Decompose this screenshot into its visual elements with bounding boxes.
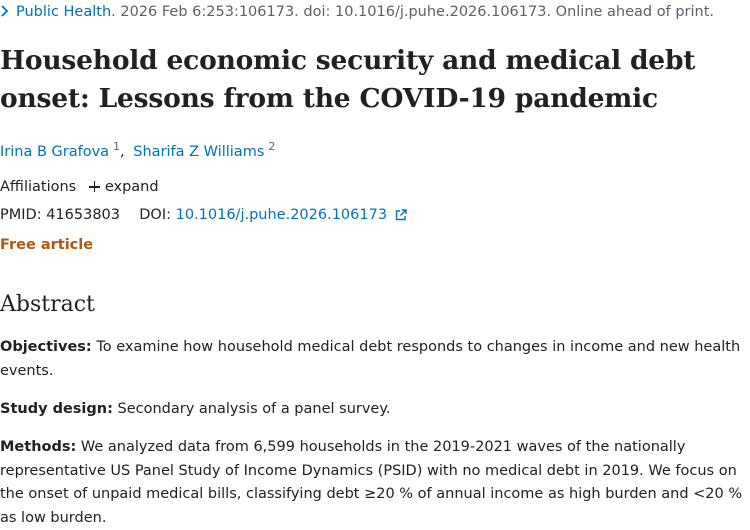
- section-text: We analyzed data from 6,599 households in the 2019-2021 waves of the nationally representative US Panel Study of Income Dynamics (PSID) with no medical debt in 2019. We focus on the onset of unpaid medical bills, classifying debt ≥20 % of annual income as high burden and <20 % as low burden.: [0, 439, 743, 526]
- author-list: [0, 140, 275, 160]
- chevron-right-icon[interactable]: [0, 4, 16, 20]
- expand-affiliations-button[interactable]: [89, 179, 159, 195]
- pmid-value: 41653803: [46, 207, 121, 223]
- section-text: Secondary analysis of a panel survey.: [112, 401, 391, 417]
- affiliation-number[interactable]: 1: [113, 140, 121, 153]
- section-label: Methods:: [0, 439, 77, 455]
- identifiers-row: [0, 207, 407, 225]
- pmid-label: PMID:: [0, 207, 42, 223]
- article-title: Household economic security and medical debt onset: Lessons from the COVID-19 pandemic: [0, 45, 696, 114]
- citation-details: 2026 Feb 6:253:106173. doi: 10.1016/j.puhe.2026.106173. Online ahead of print.: [115, 4, 715, 20]
- abstract-objectives: [0, 336, 748, 383]
- expand-label: expand: [104, 179, 159, 195]
- section-label: Objectives:: [0, 339, 92, 355]
- abstract-heading: Abstract: [0, 292, 95, 317]
- abstract-study-design: [0, 398, 748, 422]
- affiliation-number[interactable]: 2: [268, 140, 276, 153]
- section-label: Study design:: [0, 401, 113, 417]
- author-link[interactable]: Irina B Grafova: [0, 144, 110, 160]
- author-link[interactable]: Sharifa Z Williams: [133, 144, 265, 160]
- author-separator: ,: [120, 144, 125, 160]
- section-text: To examine how household medical debt responds to changes in income and new health events.: [0, 339, 741, 379]
- doi-link[interactable]: 10.1016/j.puhe.2026.106173: [175, 207, 388, 223]
- doi-label: DOI:: [139, 207, 171, 223]
- affiliations-row: [0, 179, 159, 195]
- external-link-icon[interactable]: [395, 209, 407, 225]
- citation-line: [0, 4, 714, 20]
- journal-link[interactable]: Public Health.: [16, 4, 116, 20]
- free-article-label: Free article: [0, 237, 94, 253]
- affiliations-label: Affiliations: [0, 179, 77, 195]
- plus-icon: [89, 181, 100, 192]
- abstract-methods: [0, 436, 748, 530]
